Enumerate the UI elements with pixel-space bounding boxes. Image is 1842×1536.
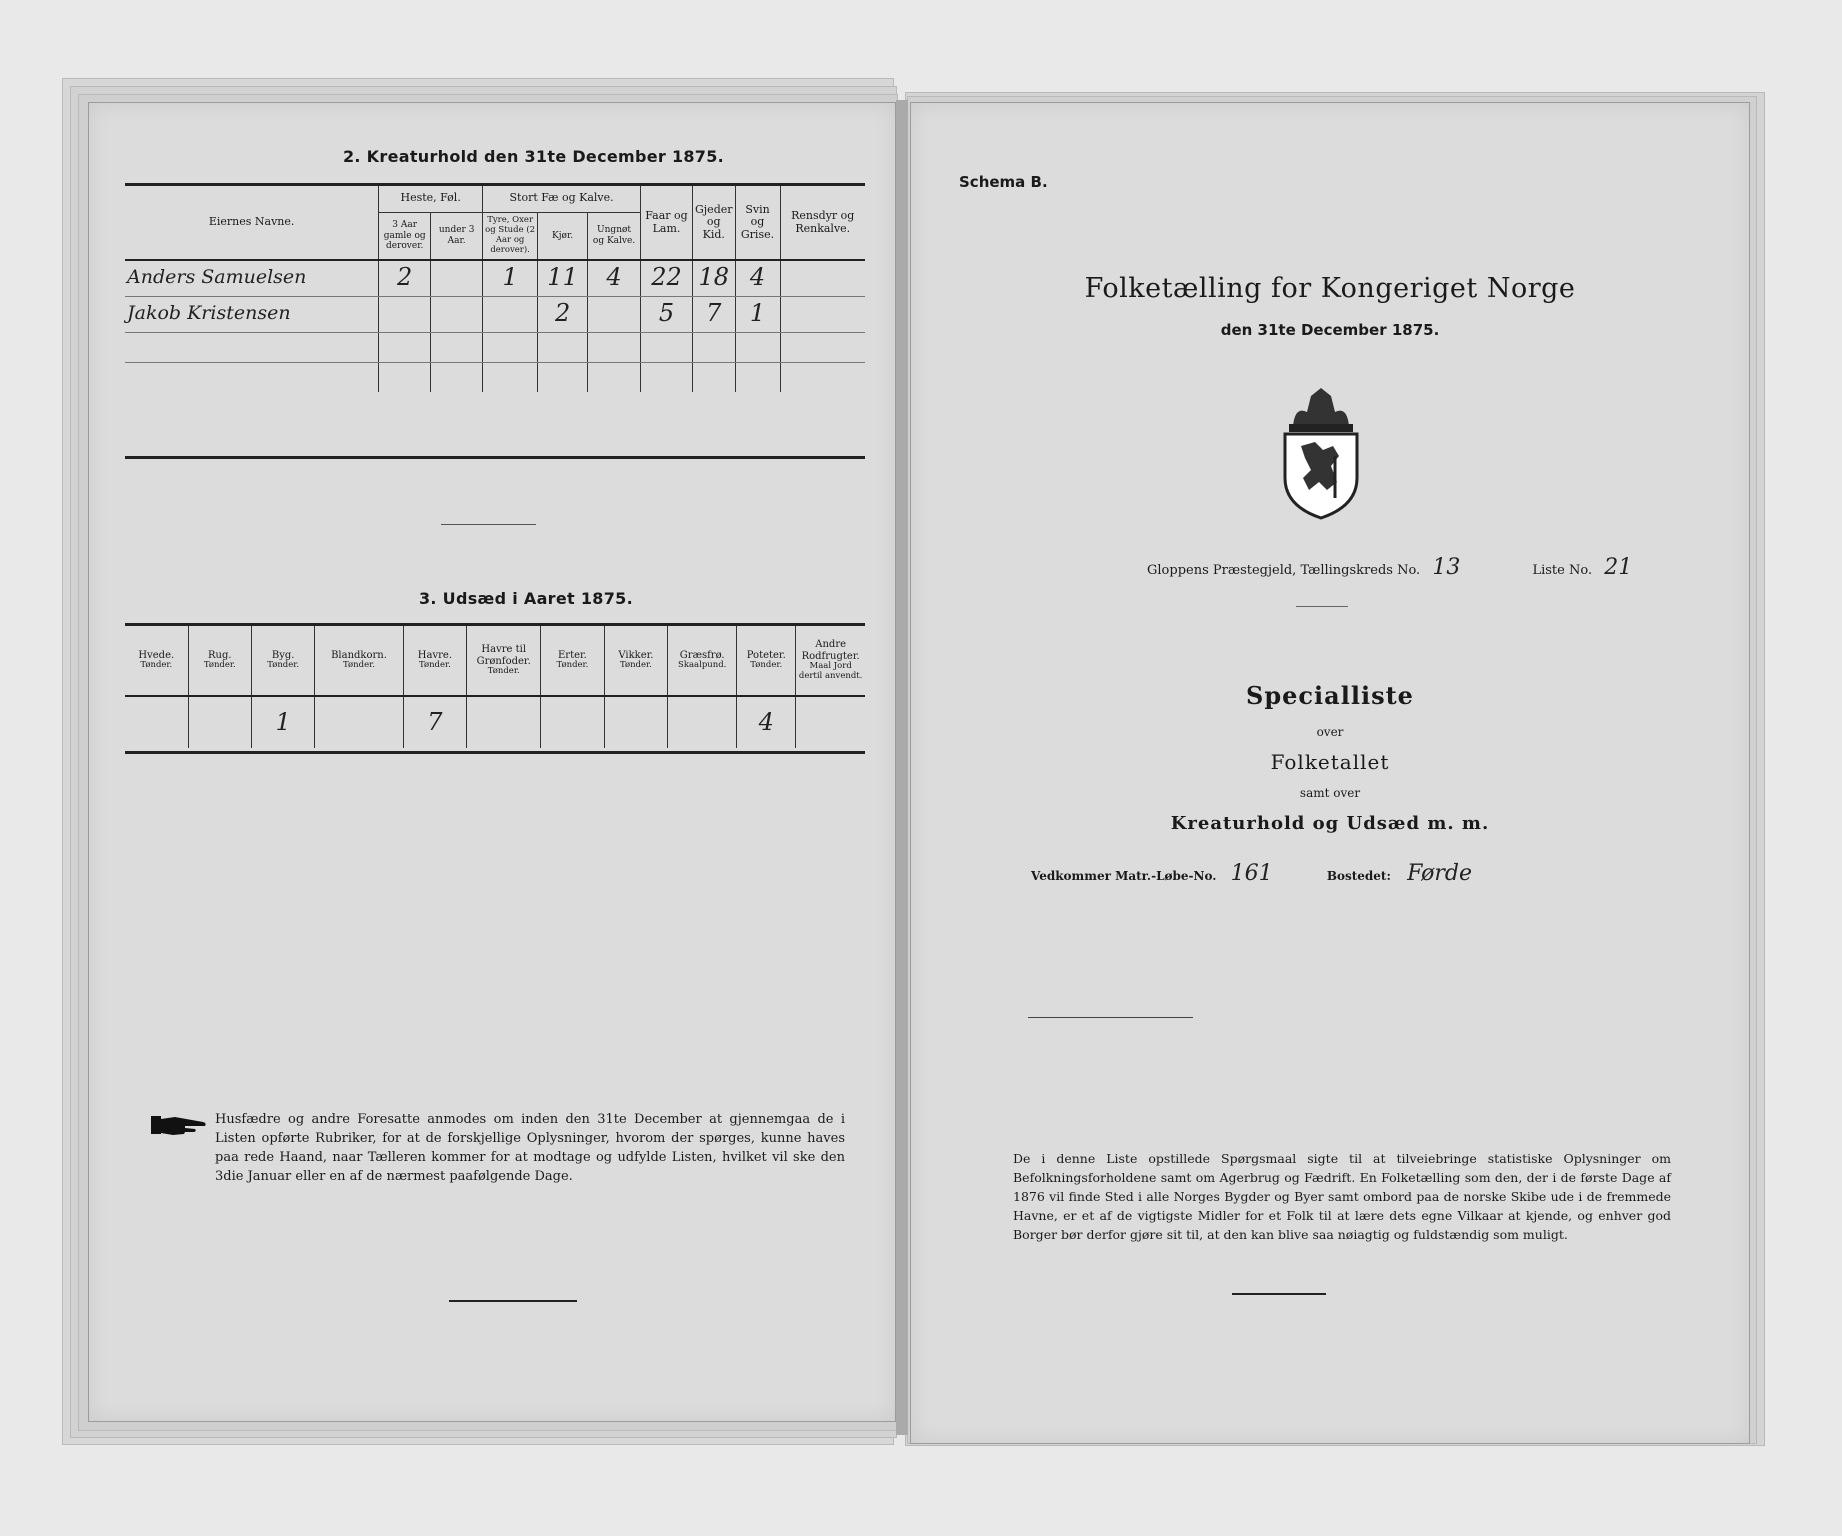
cell-heste-3aar: 2 [379,260,431,296]
udsaed-col-header [604,626,668,696]
matr-line [1031,861,1472,886]
cell-kjor: 11 [538,260,588,296]
udsaed-value-cell [467,696,541,748]
gjeder-header: Gjeder og Kid. [692,186,735,260]
udsaed-col-unit: Tønder. [418,660,451,671]
udsaed-col-unit: Maal Jord dertil anvendt. [798,661,863,681]
liste-label: Liste No. [1532,563,1593,578]
section2-title: 2. Kreaturhold den 31te December 1875. [343,147,725,166]
cell-faar: 22 [641,260,693,296]
udsaed-col-name: Byg. [271,649,295,661]
over-label: over [1316,725,1344,739]
table-bottom-rule [125,751,865,754]
udsaed-col-header [796,626,865,696]
purpose-note: De i denne Liste opstillede Spørgsmaal sigte til at tilveiebringe statistiske Oplysninger om Befolkningsforholdene samt om Agerbrug og Fædrift. En Folketælling som den, der i de første Dage af 1876 vil finde Sted i alle Norges Bygder og Byer samt ombord paa de norske Skibe ude i de fremmede Havne, er et af de vigtigste Midler for et Folk til at lære dets egne Vilkaar at kjende, og enhver god Borger bør derfor gjøre sit til, at den kan blive saa nøiagtig og fuldstændig som muligt. [1013,1151,1671,1242]
owner-name: Jakob Kristensen [125,296,379,332]
right-page [910,102,1750,1444]
cell-tyre: 1 [483,260,538,296]
specialliste-heading: Specialliste [1246,681,1414,710]
udsaed-col-name: Blandkorn. [331,649,387,661]
udsaed-col-name: Havre til Grønfoder. [476,644,531,667]
udsaed-col-name: Andre Rodfrugter. [801,639,860,662]
matr-label: Vedkommer Matr.-Løbe-No. [1031,869,1217,883]
cell-tyre [483,296,538,332]
schema-label: Schema B. [959,173,1048,191]
udsaed-value-cell [188,696,251,748]
book-spine [896,100,908,1435]
udsaed-col-unit: Tønder. [619,660,652,671]
stortfae-group-header: Stort Fæ og Kalve. [483,186,641,212]
udsaed-col-header [188,626,251,696]
udsaed-value-cell [668,696,737,748]
census-date: den 31te December 1875. [1220,321,1440,339]
folketallet-heading: Folketallet [1270,750,1390,774]
udsaed-col-unit: Tønder. [750,660,783,671]
cell-faar: 5 [641,296,693,332]
section3-title: 3. Udsæd i Aaret 1875. [419,589,633,608]
table-row [125,332,865,362]
prestegjeld-label: Gloppens Præstegjeld, Tællingskreds No. [1147,563,1421,578]
ungnot-header: Ungnøt og Kalve. [588,212,641,260]
cell-svin: 4 [735,260,780,296]
cell-ungnot: 4 [588,260,641,296]
liste-number: 21 [1604,555,1633,580]
tyre-header: Tyre, Oxer og Stude (2 Aar og derover). [483,212,538,260]
census-title: Folketælling for Kongeriget Norge [1084,273,1576,304]
divider-rule [1028,1017,1193,1018]
udsaed-col-unit: Skaalpund. [678,660,727,671]
udsaed-col-name: Poteter. [746,649,786,661]
udsaed-table [125,626,865,748]
cell-heste-3aar [379,296,431,332]
prestegjeld-line [1147,555,1632,580]
udsaed-col-header [541,626,604,696]
cell-heste-under [431,260,483,296]
udsaed-value-cell [796,696,865,748]
left-page [88,102,896,1422]
udsaed-col-name: Hvede. [138,649,175,661]
udsaed-col-name: Vikker. [618,649,654,661]
bosted-label: Bostedet: [1326,869,1391,883]
udsaed-col-header [125,626,188,696]
udsaed-col-name: Erter. [557,649,587,661]
svin-header: Svin og Grise. [735,186,780,260]
bosted-name: Førde [1407,861,1473,886]
heste-under-header: under 3 Aar. [431,212,483,260]
udsaed-col-header [737,626,796,696]
udsaed-col-name: Græsfrø. [679,649,725,661]
cell-rensdyr [780,260,865,296]
instruction-note: Husfædre og andre Foresatte anmodes om inden den 31te December at gjennemgaa de i Listen opførte Rubriker, for at de forskjellige Oplysninger, hvorom der spørges, kunne haves paa rede Haand, naar Tælleren kommer for at modtage og udfylde Listen, hvilket vil ske den 3die Januar eller en af de nærmest paafølgende Dage. [215,1112,845,1184]
udsaed-col-header [251,626,314,696]
owner-name: Anders Samuelsen [125,260,379,296]
faar-header: Faar og Lam. [641,186,693,260]
owner-header: Eiernes Navne. [125,186,379,260]
udsaed-col-unit: Tønder. [203,660,236,671]
udsaed-col-unit: Tønder. [487,666,520,677]
udsaed-col-unit: Tønder. [343,660,375,671]
cell-ungnot [588,296,641,332]
samt-over-label: samt over [1299,786,1361,800]
udsaed-col-header [315,626,403,696]
udsaed-value-cell [604,696,668,748]
udsaed-value-cell: 1 [251,696,314,748]
udsaed-col-header [668,626,737,696]
udsaed-value-cell [125,696,188,748]
cell-kjor: 2 [538,296,588,332]
heste-group-header: Heste, Føl. [379,186,483,212]
cell-gjeder: 18 [692,260,735,296]
kreds-number: 13 [1432,555,1461,580]
table-row [125,296,865,332]
udsaed-col-name: Rug. [208,649,232,661]
coat-of-arms-icon [1275,386,1367,520]
udsaed-value-cell: 7 [403,696,467,748]
udsaed-col-unit: Tønder. [556,660,589,671]
kjor-header: Kjør. [538,212,588,260]
cell-gjeder: 7 [692,296,735,332]
udsaed-col-header [403,626,467,696]
udsaed-col-header [467,626,541,696]
rensdyr-header: Rensdyr og Renkalve. [780,186,865,260]
divider-rule [441,524,536,525]
matr-number: 161 [1230,861,1273,886]
udsaed-value-cell: 4 [737,696,796,748]
udsaed-col-name: Havre. [417,649,453,661]
kreaturhold-heading: Kreaturhold og Udsæd m. m. [1170,813,1490,834]
divider-rule [1296,606,1348,607]
table-row [125,362,865,392]
table-bottom-rule [125,456,865,459]
pointing-hand-icon [151,1113,209,1137]
udsaed-col-unit: Tønder. [140,660,173,671]
cell-svin: 1 [735,296,780,332]
udsaed-value-cell [541,696,604,748]
kreaturhold-table [125,186,865,392]
end-rule [1232,1293,1326,1295]
cell-rensdyr [780,296,865,332]
udsaed-col-unit: Tønder. [267,660,300,671]
heste-3aar-header: 3 Aar gamle og derover. [379,212,431,260]
cell-heste-under [431,296,483,332]
table-row [125,260,865,296]
udsaed-value-cell [315,696,403,748]
end-rule [449,1300,577,1302]
